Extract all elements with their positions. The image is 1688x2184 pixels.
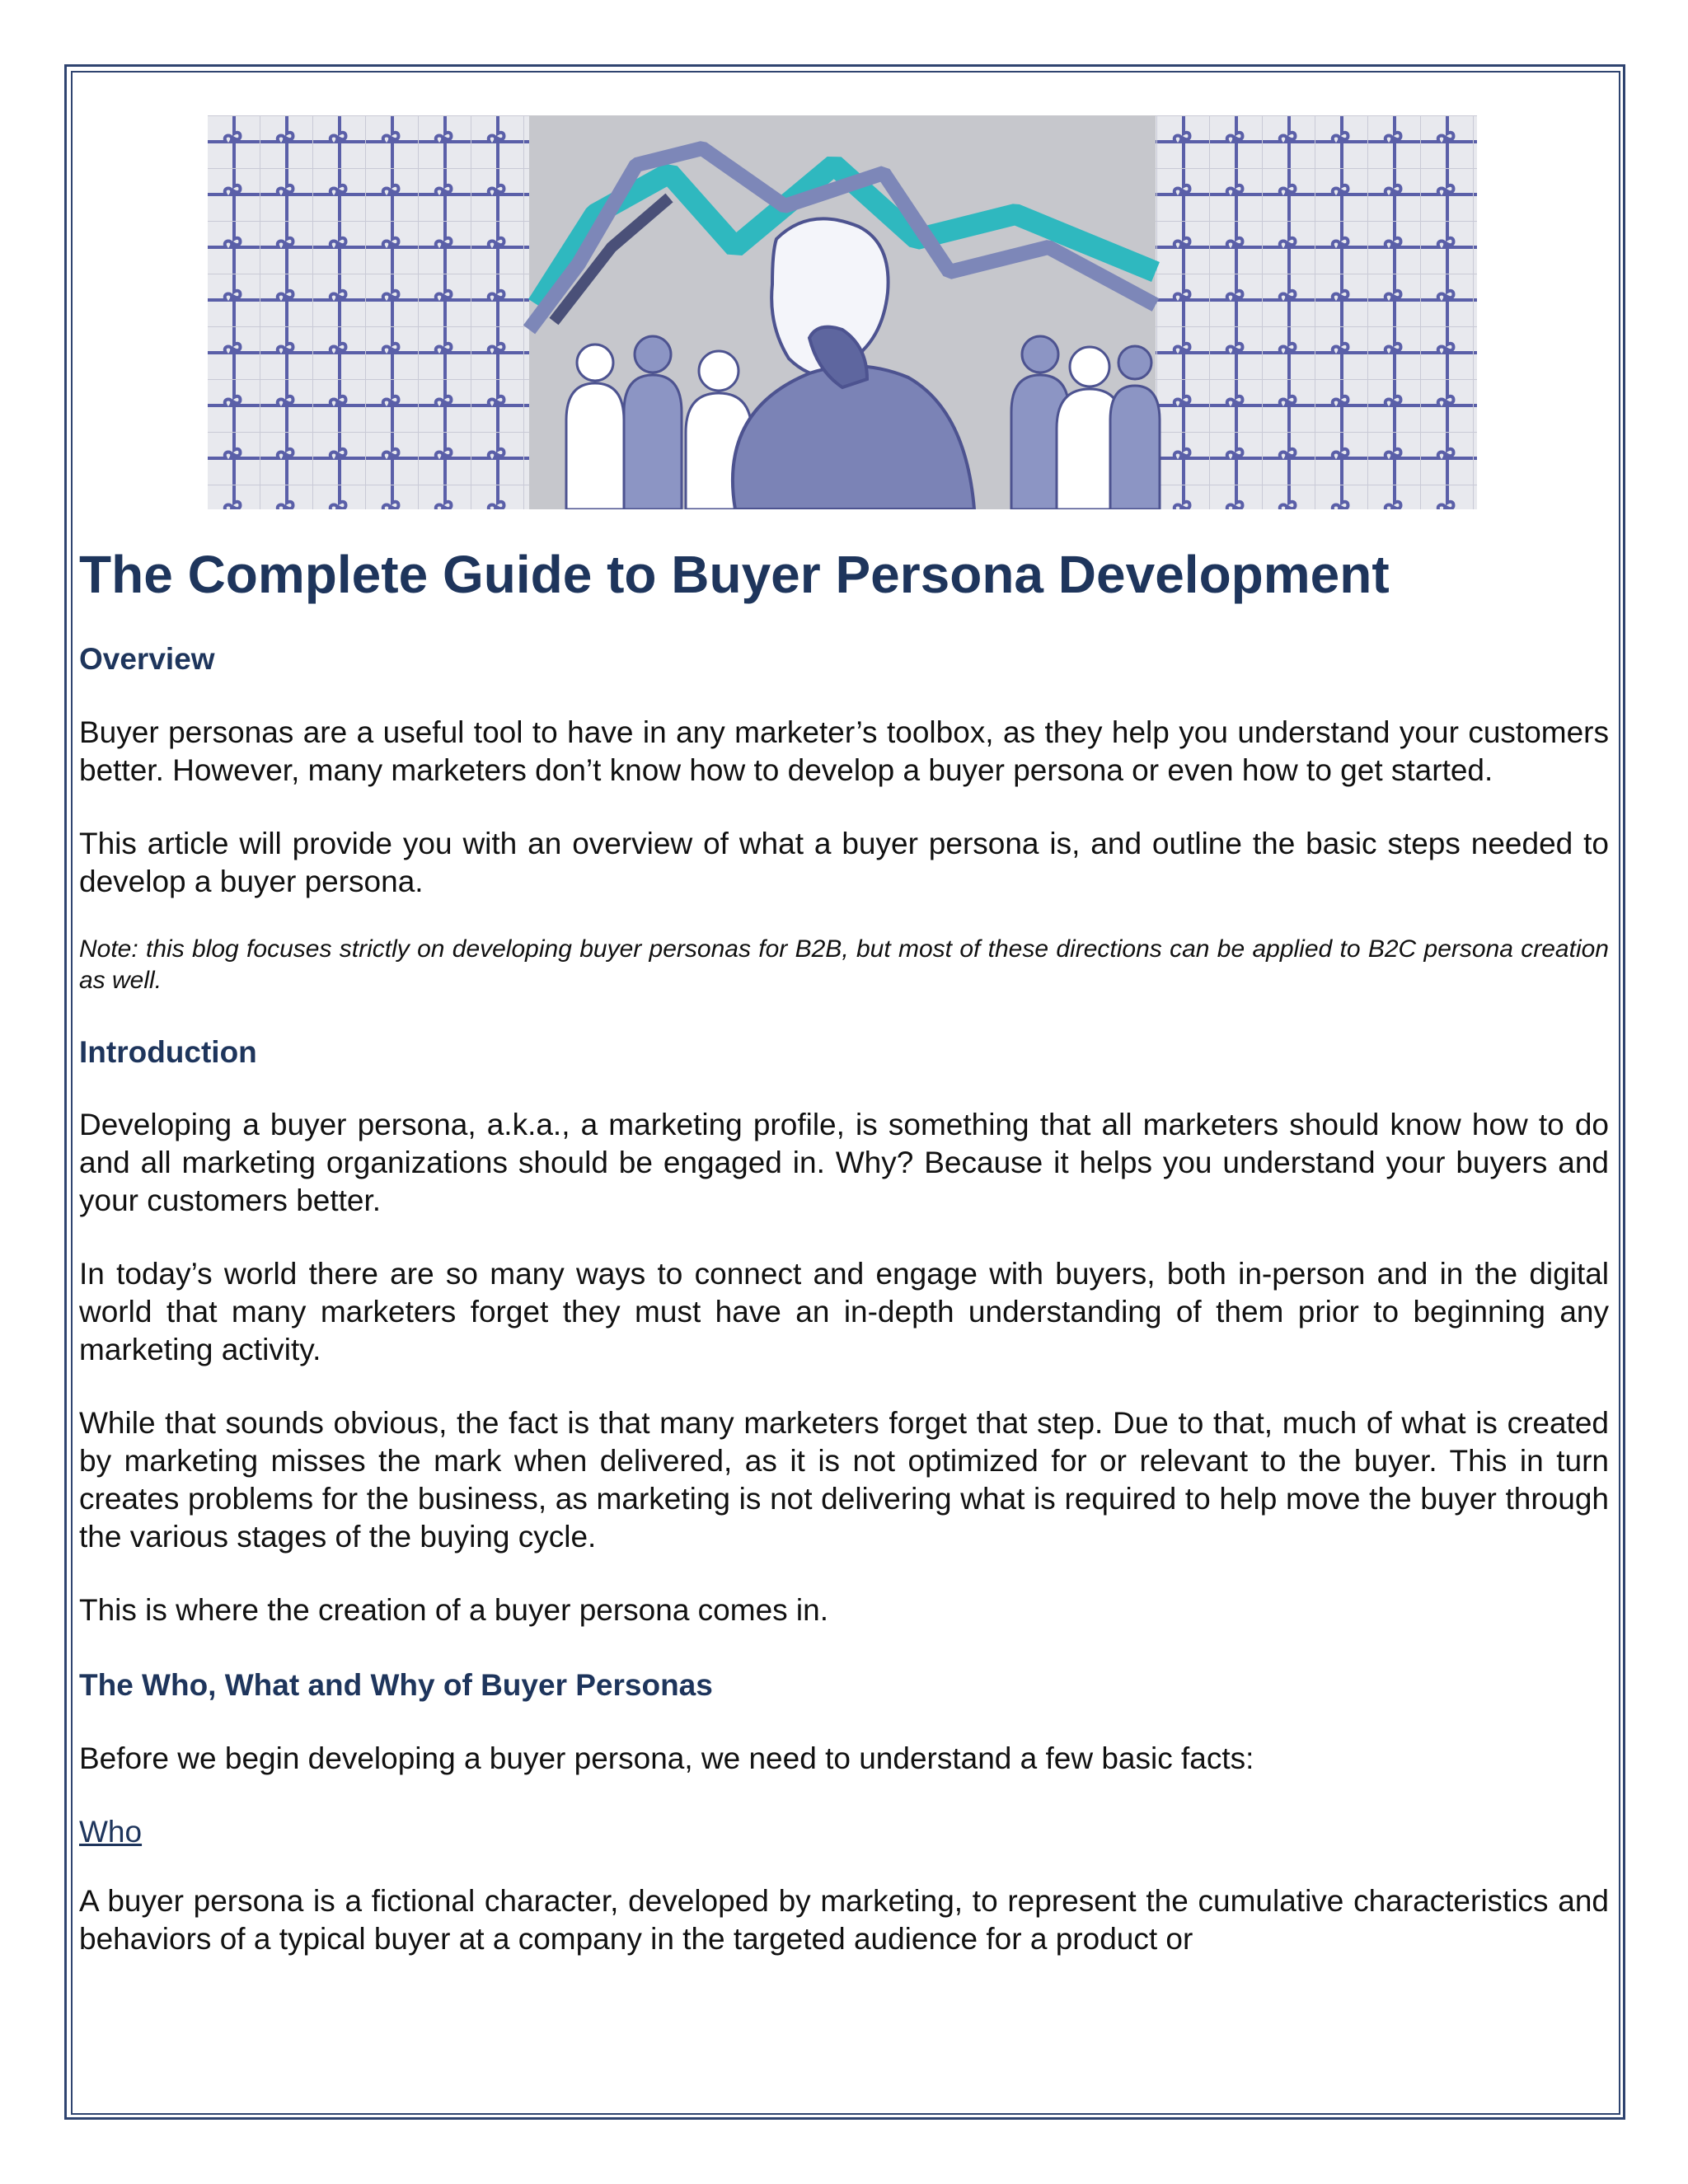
introduction-paragraph-2: In today’s world there are so many ways to connect and engage with buyers, both in-person and in the digital world that many marketers forget they must have an in-depth understanding of them prior to beginning any marketing activity. <box>79 1257 1609 1367</box>
heading-overview: Overview <box>79 642 215 677</box>
who-what-why-paragraph-1: Before we begin developing a buyer persona, we need to understand a few basic facts: <box>79 1741 1254 1775</box>
overview-paragraph-1: Buyer personas are a useful tool to have in any marketer’s toolbox, as they help you understand your customers better. However, many marketers don’t know how to develop a buyer persona or even how to get started. <box>79 715 1609 787</box>
introduction-paragraph-1: Developing a buyer persona, a.k.a., a marketing profile, is something that all marketers should know how to do and all marketing organizations should be engaged in. Why? Because it helps you understand your buyers and your customers better. <box>79 1108 1609 1218</box>
puzzle-right <box>1156 115 1477 509</box>
heading-introduction: Introduction <box>79 1034 257 1069</box>
who-link[interactable]: Who <box>79 1814 143 1849</box>
overview-paragraph-2: This article will provide you with an overview of what a buyer persona is, and outline the basic steps needed to develop a buyer persona. <box>79 826 1609 898</box>
overview-note: Note: this blog focuses strictly on developing buyer personas for B2B, but most of these directions can be applied to B2C persona creation as well. <box>79 935 1609 994</box>
puzzle-left <box>208 115 529 509</box>
introduction-paragraph-3: While that sounds obvious, the fact is that many marketers forget that step. Due to that, much of what is created by marketing misses the mark when delivered, as it is not optimized for or relevant to the buyer. This in turn creates problems for the business, as marketing is not delivering what is required to help move the buyer through the various stages of the buying cycle. <box>79 1406 1609 1554</box>
who-what-why-paragraph-2: A buyer persona is a fictional character, developed by marketing, to represent the cumulative characteristics and behaviors of a typical buyer at a company in the targeted audience for a product or <box>79 1883 1609 1956</box>
heading-who-what-why: The Who, What and Why of Buyer Personas <box>79 1668 713 1703</box>
article <box>79 115 1609 1958</box>
page-title: The Complete Guide to Buyer Persona Development <box>79 545 1390 604</box>
hero-image <box>208 115 1477 509</box>
introduction-paragraph-4: This is where the creation of a buyer persona comes in. <box>79 1593 829 1628</box>
